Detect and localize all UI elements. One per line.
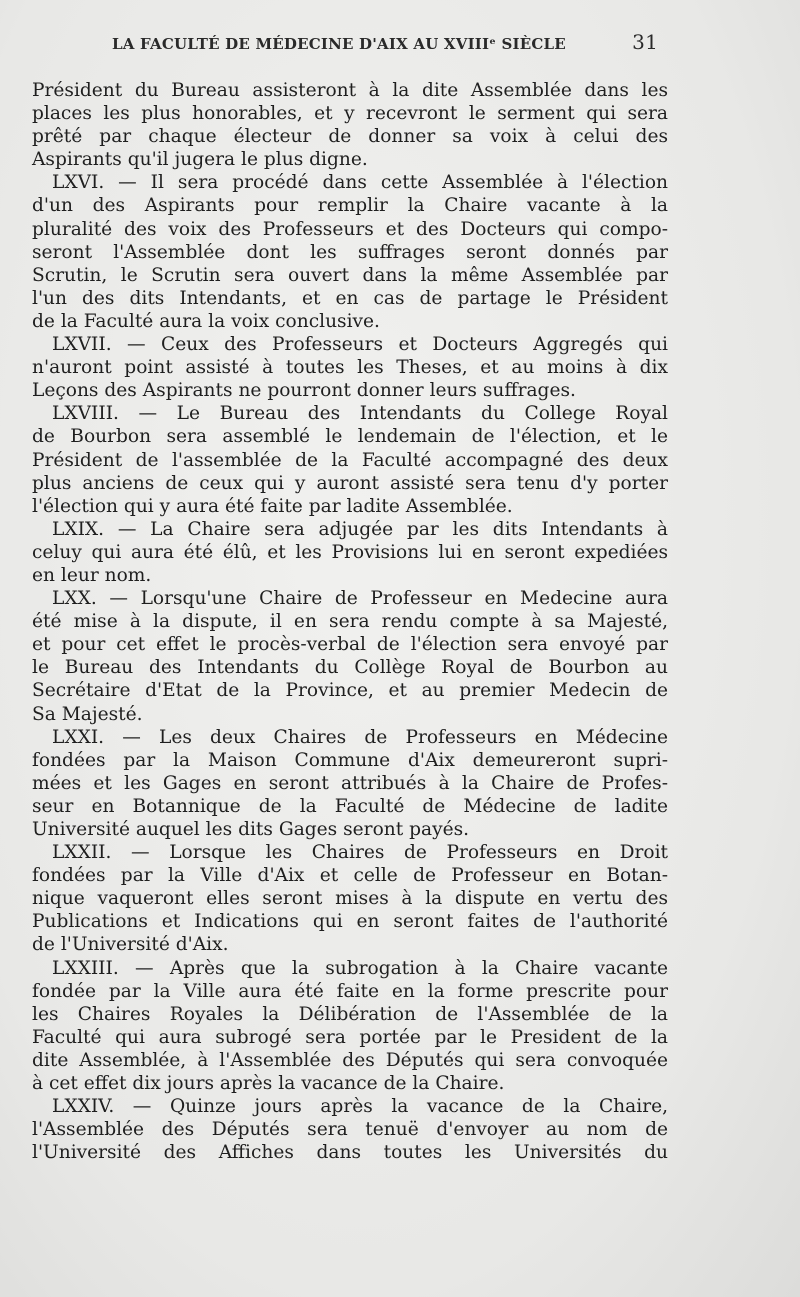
text-line: d'un des Aspirants pour remplir la Chaire vacante à la bbox=[32, 195, 668, 217]
text-line: n'auront point assisté à toutes les Theses, et au moins à dix bbox=[32, 357, 668, 379]
text-line: Président de l'assemblée de la Faculté accompagné des deux bbox=[32, 449, 668, 471]
text-line: de l'Université d'Aix. bbox=[32, 934, 229, 956]
page-number: 31 bbox=[632, 30, 658, 54]
text-line: plus anciens de ceux qui y auront assisté sera tenu d'y porter bbox=[32, 472, 668, 494]
text-line: Aspirants qu'il jugera le plus digne. bbox=[32, 149, 368, 171]
text-line: Université auquel les dits Gages seront payés. bbox=[32, 819, 470, 840]
article-first-line: LXXII. — Lorsque les Chaires de Professeurs en Droit bbox=[52, 842, 668, 864]
text-line: l'un des dits Intendants, et en cas de partage le Président bbox=[32, 287, 668, 309]
text-line: dite Assemblée, à l'Assemblée des Députés qui sera convoquée bbox=[32, 1049, 668, 1071]
text-line: été mise à la dispute, il en sera rendu compte à sa Majesté, bbox=[32, 611, 668, 633]
text-line: Président du Bureau assisteront à la dite Assemblée dans les bbox=[32, 80, 668, 101]
text-line: mées et les Gages en seront attribués à la Chaire de Profes- bbox=[32, 772, 668, 794]
text-line: seront l'Assemblée dont les suffrages seront donnés par bbox=[32, 241, 668, 263]
text-line: de la Faculté aura la voix conclusive. bbox=[32, 310, 380, 332]
text-line: les Chaires Royales la Délibération de l'Assemblée de la bbox=[32, 1003, 668, 1025]
article-first-line: LXVIII. — Le Bureau des Intendants du College Royal bbox=[52, 403, 668, 425]
text-line: celuy qui aura été élû, et les Provisions lui en seront expediées bbox=[32, 541, 668, 563]
article-first-line: LXVI. — Il sera procédé dans cette Assemblée à l'élection bbox=[52, 172, 668, 194]
text-line: à cet effet dix jours après la vacance de la Chaire. bbox=[32, 1073, 505, 1095]
text-line: l'Assemblée des Députés sera tenuë d'envoyer au nom de bbox=[32, 1119, 668, 1141]
running-title: LA FACULTÉ DE MÉDECINE D'AIX AU XVIIIᵉ SIÈCLE bbox=[112, 35, 566, 53]
text-line: en leur nom. bbox=[32, 564, 152, 586]
text-line: fondées par la Maison Commune d'Aix demeureront supri- bbox=[32, 749, 668, 771]
text-line: fondées par la Ville d'Aix et celle de Professeur en Botan- bbox=[32, 865, 668, 887]
text-line: fondée par la Ville aura été faite en la forme prescrite pour bbox=[32, 980, 668, 1002]
running-header bbox=[112, 30, 658, 54]
text-line: Publications et Indications qui en seront faites de l'authorité bbox=[32, 911, 668, 933]
article-first-line: LXXIII. — Après que la subrogation à la Chaire vacante bbox=[52, 957, 668, 979]
text-line: Leçons des Aspirants ne pourront donner leurs suffrages. bbox=[32, 380, 576, 402]
article-first-line: LXXIV. — Quinze jours après la vacance de la Chaire, bbox=[52, 1096, 668, 1118]
text-line: nique vaqueront elles seront mises à la dispute en vertu des bbox=[32, 888, 668, 910]
article-first-line: LXXI. — Les deux Chaires de Professeurs en Médecine bbox=[52, 726, 668, 748]
text-line: Faculté qui aura subrogé sera portée par le President de la bbox=[32, 1026, 668, 1048]
text-line: Sa Majesté. bbox=[32, 703, 143, 725]
text-line: Scrutin, le Scrutin sera ouvert dans la même Assemblée par bbox=[32, 264, 668, 286]
text-line: seur en Botannique de la Faculté de Médecine de ladite bbox=[32, 795, 668, 817]
text-line: pluralité des voix des Professeurs et des Docteurs qui compo- bbox=[32, 218, 668, 240]
article-first-line: LXIX. — La Chaire sera adjugée par les dits Intendants à bbox=[52, 518, 668, 540]
text-line: et pour cet effet le procès-verbal de l'élection sera envoyé par bbox=[32, 634, 668, 656]
text-line: Secrétaire d'Etat de la Province, et au premier Medecin de bbox=[32, 680, 668, 702]
text-line: l'élection qui y aura été faite par ladite Assemblée. bbox=[32, 495, 513, 517]
text-line: prêté par chaque électeur de donner sa voix à celui des bbox=[32, 126, 668, 148]
text-line: le Bureau des Intendants du Collège Royal de Bourbon au bbox=[32, 657, 668, 679]
article-first-line: LXX. — Lorsqu'une Chaire de Professeur en Medecine aura bbox=[52, 588, 668, 610]
text-line: l'Université des Affiches dans toutes les Universités du bbox=[32, 1142, 668, 1164]
body-text bbox=[32, 79, 668, 1164]
text-line: places les plus honorables, et y recevront le serment qui sera bbox=[32, 103, 668, 125]
text-line: de Bourbon sera assemblé le lendemain de l'élection, et le bbox=[32, 426, 668, 448]
article-first-line: LXVII. — Ceux des Professeurs et Docteurs Aggregés qui bbox=[52, 334, 668, 356]
